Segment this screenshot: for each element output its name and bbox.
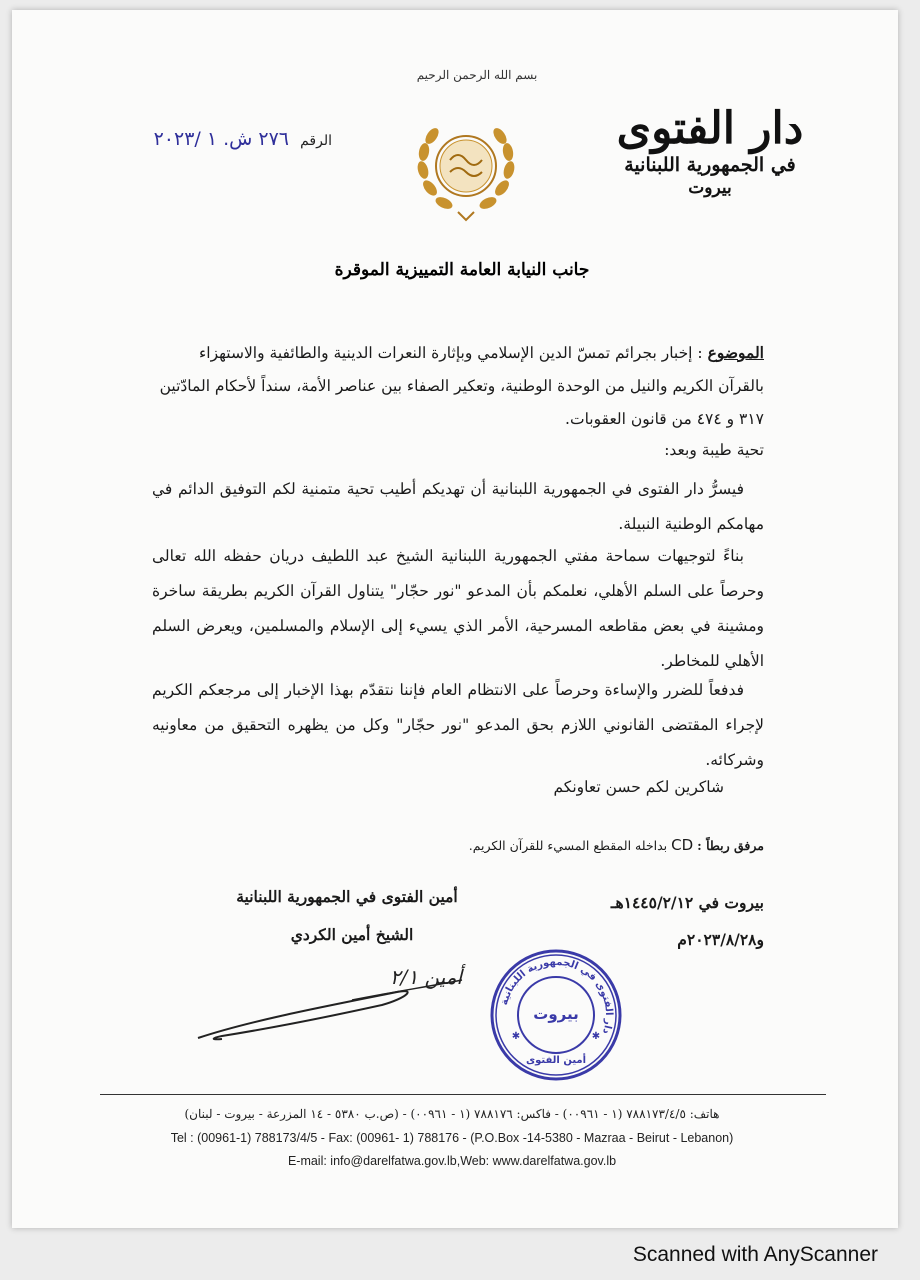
handwritten-signature: [192, 950, 492, 1050]
reference-number: [72, 128, 332, 150]
footer-email: E-mail: info@darelfatwa.gov.lb,Web: www.darelfatwa.gov.lb: [287, 1154, 617, 1168]
logo-city: بيروت: [688, 178, 732, 198]
official-stamp: [486, 945, 626, 1085]
stamp-bottom: أمين الفتوى: [525, 1055, 587, 1066]
attachment-label: مرفق ربطاً :: [697, 838, 764, 853]
date-gregorian: و٢٠٢٣/٨/٢٨م: [677, 930, 764, 949]
signature-text: أمين ٢/١: [389, 965, 462, 989]
emblem-seal: [410, 110, 522, 222]
reference-value: ٢٧٦ ش. ١ /٢٠٢٣: [153, 128, 290, 150]
svg-text:✱: ✱: [591, 1031, 601, 1042]
paragraph-3: فدفعاً للضرر والإساءة وحرصاً على الانتظام العام فإننا نتقدّم بهذا الإخبار إلى مرجعكم الكريم لإجراء المقتضى القانوني اللازم بحق المدعو "نور حجّار" وكل من يظهره التحقيق من معاونيه وشركائه.: [152, 681, 764, 769]
scanner-watermark: Scanned with AnyScanner: [632, 1243, 878, 1266]
reference-label: الرقم: [300, 133, 332, 149]
svg-text:✱: ✱: [511, 1031, 521, 1042]
closing: شاكرين لكم حسن تعاونكم: [553, 778, 724, 796]
signatory-name: الشيخ أمين الكردي: [290, 925, 414, 944]
subject-label: الموضوع: [707, 343, 764, 362]
footer-arabic: هاتف: ٧٨٨١٧٣/٤/٥ (١ - ٠٠٩٦١) - فاكس: ٧٨٨١٧٦ (١ - ٠٠٩٦١) - (ص.ب ٥٣٨٠ - ١٤ المزرعة - بيروت - لبنان): [184, 1107, 720, 1121]
stamp-ring-text: دار الفتوى في الجمهورية اللبنانية: [499, 956, 615, 1036]
logo-subtitle: في الجمهورية اللبنانية: [624, 154, 796, 176]
greeting: تحية طيبة وبعد:: [664, 441, 764, 459]
document-page: [12, 10, 898, 1228]
signatory-title: أمين الفتوى في الجمهورية اللبنانية: [236, 887, 458, 906]
attachment-text: بداخله المقطع المسيء للقرآن الكريم.: [468, 838, 668, 853]
addressee: جانب النيابة العامة التمييزية الموقرة: [334, 260, 590, 280]
svg-text:دار الفتوى في الجمهورية اللبنا: [499, 957, 614, 1036]
paragraph-1: فيسرُّ دار الفتوى في الجمهورية اللبنانية أن تهديكم أطيب تحية متمنية لكم التوفيق الدائم في مهامكم الوطنية النبيلة.: [152, 480, 764, 533]
stamp-center: بيروت: [533, 1005, 579, 1023]
footer-divider: [100, 1094, 826, 1095]
footer-english: Tel : (00961-1) 788173/4/5 - Fax: (00961- 1) 788176 - (P.O.Box -14-5380 - Mazraa - Beirut - Lebanon): [170, 1131, 734, 1145]
dar-al-fatwa-logo: [610, 105, 810, 199]
subject-text: : إخبار بجرائم تمسّ الدين الإسلامي وبإثارة النعرات الدينية والطائفية والاستهزاء بالقرآن الكريم والنيل من الوحدة الوطنية، وتعكير الصفاء بين عناصر الأمة، سنداً لأحكام المادّتين ٣١٧ و ٤٧٤ من قانون العقوبات.: [159, 344, 764, 428]
paragraph-2: بناءً لتوجيهات سماحة مفتي الجمهورية اللبنانية الشيخ عبد اللطيف دريان حفظه الله تعالى وحرصاً على السلم الأهلي، نعلمكم بأن المدعو "نور حجّار" يتناول القرآن الكريم بطريقة ساخرة ومشينة في بعض مقاطعه المسرحية، الأمر الذي يسيء إلى الإسلام والمسلمين، ويعرض السلم الأهلي للمخاطر.: [152, 547, 764, 670]
logo-title: دار الفتوى: [616, 103, 804, 154]
attachment-note: [152, 836, 764, 854]
attachment-cd: CD: [671, 836, 694, 854]
bismillah: بسم الله الرحمن الرحيم: [416, 68, 538, 82]
date-hijri: بيروت في ١٤٤٥/٢/١٢هـ: [610, 893, 764, 912]
subject: [152, 336, 764, 436]
